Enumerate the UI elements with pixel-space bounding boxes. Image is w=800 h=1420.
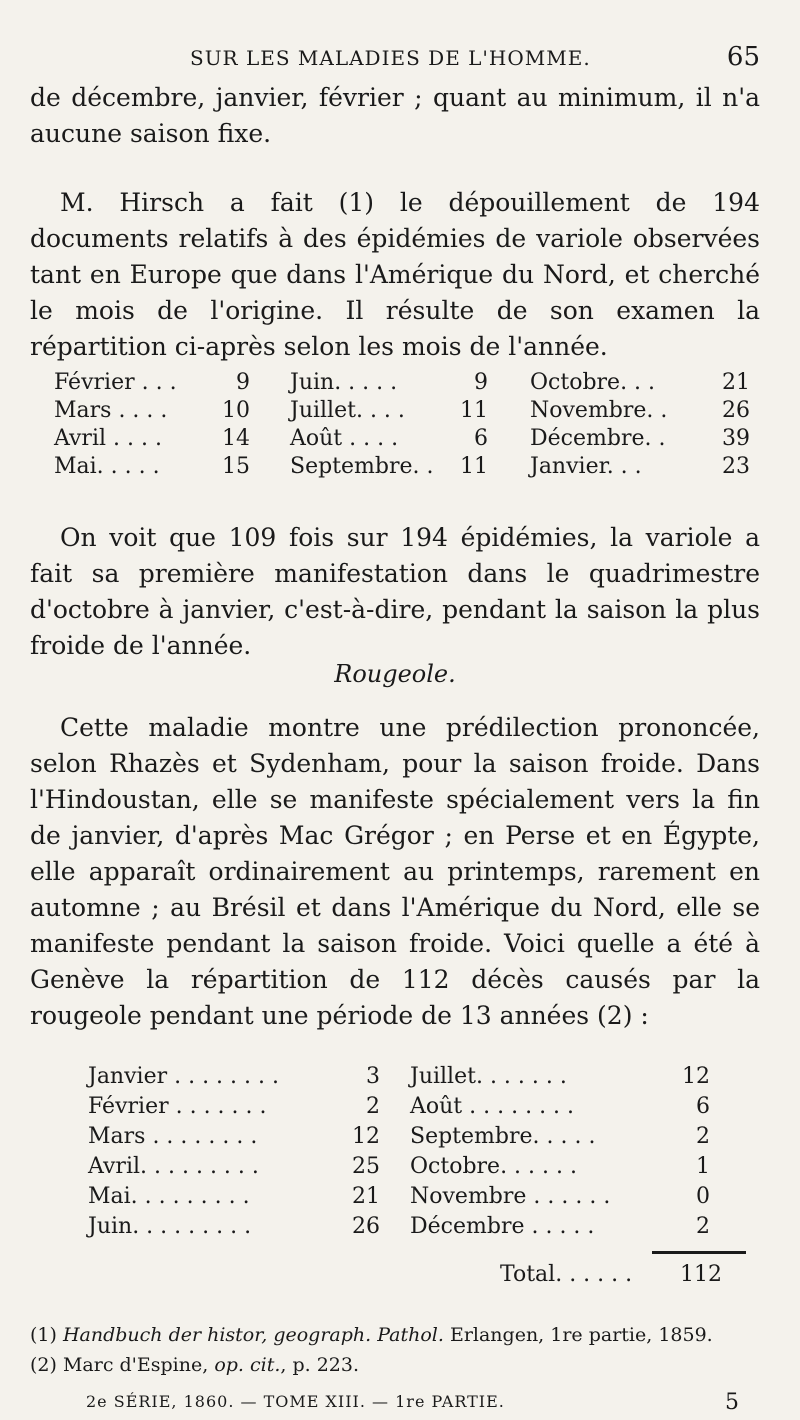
month-value: 2: [366, 1094, 380, 1119]
month-value: 12: [682, 1064, 710, 1089]
month-label: Novembre. .: [530, 398, 668, 423]
table-row: [88, 1184, 748, 1214]
footnote-text: , p. 223.: [280, 1354, 360, 1376]
page: [30, 30, 760, 1415]
footnote-italic: Handbuch der histor, geograph. Pathol.: [62, 1324, 444, 1346]
table-row: [54, 454, 760, 482]
printer-signature: 2e SÉRIE, 1860. — TOME XIII. — 1re PARTIE.: [86, 1392, 505, 1411]
paragraph-conclusion: On voit que 109 fois sur 194 épidémies, la variole a fait sa première manifestation dans le quadrimestre d'octobre à janvier, c'est-à-dire, pendant la saison la plus froide de l'année.: [30, 523, 760, 660]
total-label: Total. . . . . .: [500, 1262, 633, 1287]
month-value: 9: [474, 370, 488, 395]
month-label: Mars . . . .: [54, 398, 168, 423]
month-label: Décembre . . . . .: [410, 1214, 595, 1239]
footnote-italic: op. cit.: [214, 1354, 281, 1376]
month-value: 9: [236, 370, 250, 395]
month-value: 12: [352, 1124, 380, 1149]
month-value: 3: [366, 1064, 380, 1089]
footnote-number: (2): [30, 1354, 57, 1376]
month-value: 6: [474, 426, 488, 451]
variole-table: [54, 370, 760, 482]
month-value: 23: [722, 454, 750, 479]
paragraph-rougeole: Cette maladie montre une prédilection prononcée, selon Rhazès et Sydenham, pour la saison froide. Dans l'Hindoustan, elle se manifeste spécialement vers la fin de janvier, d'après Mac Grégor ; en Perse et en Égypte, elle apparaît ordinairement au printemps, rarement en automne ; au Brésil et dans l'Amérique du Nord, elle se manifeste pendant la saison froide. Voici quelle a été à Genève la répartition de 112 décès causés par la rougeole pendant une période de 13 années (2) :: [30, 713, 760, 1030]
month-value: 21: [722, 370, 750, 395]
month-value: 2: [696, 1124, 710, 1149]
month-label: Mars . . . . . . . .: [88, 1124, 258, 1149]
month-value: 6: [696, 1094, 710, 1119]
month-label: Avril . . . .: [54, 426, 162, 451]
month-value: 0: [696, 1184, 710, 1209]
table-row: [88, 1214, 748, 1244]
month-value: 1: [696, 1154, 710, 1179]
month-value: 26: [352, 1214, 380, 1239]
month-value: 14: [222, 426, 250, 451]
footnote-2: [30, 1350, 760, 1380]
month-label: Juin. . . . . . . . .: [88, 1214, 252, 1239]
footnote-text: Marc d'Espine,: [56, 1354, 215, 1376]
month-label: Mai. . . . . . . . .: [88, 1184, 250, 1209]
footnotes: [30, 1320, 760, 1380]
month-label: Juin. . . . .: [290, 370, 398, 395]
month-value: 25: [352, 1154, 380, 1179]
table-row: [88, 1094, 748, 1124]
footnote-number: (1): [30, 1324, 57, 1346]
table-row: [88, 1064, 748, 1094]
month-label: Janvier . . . . . . . .: [88, 1064, 279, 1089]
month-label: Février . . .: [54, 370, 177, 395]
month-value: 15: [222, 454, 250, 479]
rougeole-table: [88, 1064, 748, 1244]
table-row: [54, 398, 760, 426]
month-value: 2: [696, 1214, 710, 1239]
running-header: [30, 40, 760, 76]
month-label: Décembre. .: [530, 426, 666, 451]
table-row: [54, 370, 760, 398]
table-row: [88, 1154, 748, 1184]
month-value: 11: [460, 454, 488, 479]
month-value: 10: [222, 398, 250, 423]
running-title: SUR LES MALADIES DE L'HOMME.: [190, 46, 591, 70]
paragraph-hirsch: M. Hirsch a fait (1) le dépouillement de 194 documents relatifs à des épidémies de variole observées tant en Europe que dans l'Amérique du Nord, et cherché le mois de l'origine. Il résulte de son examen la répartition ci-après selon les mois de l'année.: [30, 188, 760, 361]
month-label: Juillet. . . . . . .: [410, 1064, 567, 1089]
month-label: Février . . . . . . .: [88, 1094, 267, 1119]
table-row: [54, 426, 760, 454]
table-row: [88, 1124, 748, 1154]
total-value: 112: [680, 1262, 722, 1287]
page-footer: [30, 1392, 760, 1420]
month-value: 39: [722, 426, 750, 451]
folio-number: 5: [725, 1390, 740, 1415]
footnote-text: Erlangen, 1re partie, 1859.: [443, 1324, 713, 1346]
month-label: Novembre . . . . . .: [410, 1184, 611, 1209]
month-label: Août . . . . . . . .: [410, 1094, 575, 1119]
month-label: Octobre. . . . . .: [410, 1154, 577, 1179]
month-value: 21: [352, 1184, 380, 1209]
month-label: Août . . . .: [290, 426, 399, 451]
month-label: Septembre. .: [290, 454, 434, 479]
month-label: Janvier. . .: [530, 454, 642, 479]
month-value: 11: [460, 398, 488, 423]
month-label: Juillet. . . .: [290, 398, 405, 423]
footnote-1: [30, 1320, 760, 1350]
month-label: Octobre. . .: [530, 370, 656, 395]
month-value: 26: [722, 398, 750, 423]
month-label: Avril. . . . . . . . .: [88, 1154, 259, 1179]
section-title: Rougeole.: [334, 660, 456, 688]
month-label: Septembre. . . . .: [410, 1124, 596, 1149]
total-rule: [652, 1251, 746, 1254]
month-label: Mai. . . . .: [54, 454, 160, 479]
page-number: 65: [726, 42, 760, 72]
paragraph-continuation: de décembre, janvier, février ; quant au minimum, il n'a aucune saison fixe.: [30, 83, 760, 148]
